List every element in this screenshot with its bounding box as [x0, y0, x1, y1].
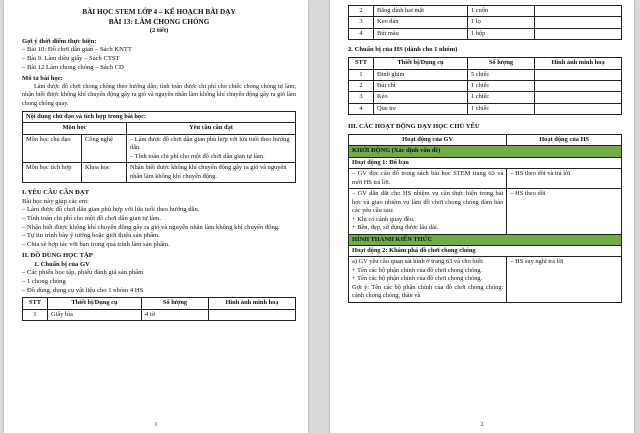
table-cell: 2	[349, 80, 374, 91]
requirement-item: – Chia sẻ hợp tác với bạn trong quá trình làm sản phẩm.	[22, 241, 170, 249]
suggest-item: – Bài 12 Làm chong chóng – Sách CD	[22, 63, 124, 71]
requirement-line: – Làm được đồ chơi dân gian phù hợp với lứa tuổi theo hướng dẫn.	[130, 135, 290, 152]
supply-item: – 1 chong chóng	[22, 277, 66, 285]
gv-activity: – GV đọc câu đố trong sách bài học STEM trang 63 và mời HS trả lời.	[349, 169, 507, 189]
table-row	[23, 134, 296, 162]
table-row	[349, 28, 622, 39]
table-row	[349, 257, 622, 302]
table-cell: Môn học tích hợp	[23, 163, 82, 183]
gv-tools-table-continued	[348, 5, 622, 40]
table-cell	[209, 309, 296, 320]
table-header: STT	[349, 58, 374, 69]
table-cell	[127, 134, 296, 162]
table-header: Môn học	[23, 123, 127, 134]
page-number: 2	[480, 422, 484, 429]
activity-title: Hoạt động 1: Đố bạn	[349, 157, 622, 168]
table-header: Thiết bị/Dụng cụ	[374, 58, 468, 69]
table-cell: 1	[349, 69, 374, 80]
table-cell: 2	[349, 6, 374, 17]
phase-band: HÌNH THÀNH KIẾN THỨC	[349, 234, 622, 245]
table-cell: Băng dính hai mặt	[374, 6, 468, 17]
table-header: Hình ảnh minh hoạ	[209, 298, 296, 309]
table-cell: 1 chiếc	[468, 80, 535, 91]
gv-activity-line: Gợi ý: Tên các bộ phận chính của đồ chơi chong chóng: cánh chong chóng, thân và	[352, 283, 504, 300]
supply-item: – Các phiếu học tập, phiếu đánh giá sản phẩm	[22, 269, 144, 277]
page-number: 1	[154, 422, 158, 429]
hs-activity: – HS theo dõi	[507, 189, 622, 234]
subsection-heading: 1. Chuẩn bị của GV	[34, 260, 90, 268]
table-cell	[535, 28, 622, 39]
description-heading: Mô tả bài học:	[22, 74, 63, 82]
requirement-item: – Tính toán chi phí cho một đồ chơi dân gian tự làm.	[22, 215, 161, 223]
table-row	[349, 92, 622, 103]
table-header: Hoạt động của GV	[349, 135, 507, 146]
table-row	[349, 69, 622, 80]
table-cell: Nhận biết được không khí chuyển động gây ra gió và nguyên nhân làm không khí chuyển động.	[127, 163, 296, 183]
table-cell	[535, 17, 622, 28]
section-heading: I. YÊU CẦU CẦN ĐẠT	[22, 188, 89, 196]
section-heading: II. ĐỒ DÙNG HỌC TẬP	[22, 251, 93, 259]
table-row	[349, 6, 622, 17]
lesson-duration: (2 tiết)	[149, 27, 169, 34]
table-cell: Giấy bìa	[48, 309, 142, 320]
table-cell	[535, 92, 622, 103]
requirement-item: – Làm được đồ chơi dân gian phù hợp với lứa tuổi theo hướng dẫn.	[22, 206, 200, 214]
hs-tools-table	[348, 57, 622, 115]
table-cell: Đinh ghim	[374, 69, 468, 80]
table-cell: Bút màu	[374, 28, 468, 39]
section-heading: III. CÁC HOẠT ĐỘNG DẠY HỌC CHỦ YẾU	[348, 123, 480, 131]
lesson-title: BÀI 13: LÀM CHONG CHÓNG	[108, 17, 210, 26]
subsection-heading: 2. Chuẩn bị của HS (dành cho 1 nhóm)	[348, 46, 458, 54]
table-cell: 1 cuộn	[468, 6, 535, 17]
table-cell	[535, 69, 622, 80]
content-table-caption: Nội dung chủ đạo và tích hợp trong bài học:	[23, 111, 296, 122]
hs-activity: – HS suy nghĩ trả lời	[507, 257, 622, 302]
table-cell: 5 chiếc	[468, 69, 535, 80]
gv-activity-line: a) GV yêu cầu quan sát hình ở trang 63 và cho biết:	[352, 258, 484, 266]
requirement-item: – Tự tin trình bày ý tưởng hoặc giới thiệu sản phẩm.	[22, 232, 160, 240]
table-row	[349, 103, 622, 114]
activities-table	[348, 134, 622, 303]
gv-activity-line: + Bền, đẹp, sử dụng được lâu dài.	[352, 224, 439, 232]
table-cell: 1 lọ	[468, 17, 535, 28]
table-header: Số lượng	[142, 298, 209, 309]
gv-activity	[349, 189, 507, 234]
requirement-item: – Nhận biết được không khí chuyển động gây ra gió và nguyên nhân làm không khí chuyển động.	[22, 223, 280, 231]
table-cell: 4	[349, 28, 374, 39]
table-cell	[535, 6, 622, 17]
table-cell: Keo dán	[374, 17, 468, 28]
table-cell: Que tre	[374, 103, 468, 114]
table-header: Hình ảnh minh hoạ	[535, 58, 622, 69]
gv-activity-line: + Tên các bộ phận chính của đồ chơi chong chóng.	[352, 275, 483, 283]
table-cell: Khoa học	[82, 163, 127, 183]
supply-item: – Đồ dùng, dụng cụ vật liệu cho 1 nhóm 4 HS	[22, 286, 144, 294]
document-page-2	[330, 0, 634, 433]
phase-band: KHỞI ĐỘNG (Xác định vấn đề)	[349, 146, 622, 157]
table-cell: Kéo	[374, 92, 468, 103]
gv-activity	[349, 257, 507, 302]
gv-activity-line: + Tên các bộ phận chính của đồ chơi chong chóng.	[352, 266, 483, 274]
table-header: Yêu cầu cần đạt	[127, 123, 296, 134]
table-cell	[535, 103, 622, 114]
hs-activity: – HS theo dõi và trả lời	[507, 169, 622, 189]
table-cell	[535, 80, 622, 91]
gv-activity-line: – GV dẫn dắt cho HS nhiệm vụ cần thực hiện trong bài học và giao nhiệm vụ làm đồ chơi chong chóng đảm bảo các yêu cầu sau:	[352, 190, 504, 215]
document-page-1	[4, 0, 308, 433]
table-row	[349, 17, 622, 28]
table-cell: 1 hộp	[468, 28, 535, 39]
suggest-item: – Bài 9. Làm diều giấy – Sách CTST	[22, 55, 120, 63]
table-cell: 3	[349, 92, 374, 103]
activity-title: Hoạt động 2: Khám phá đồ chơi chong chóng	[349, 246, 622, 257]
requirement-line: – Tính toán chi phí cho một đồ chơi dân gian tự làm.	[130, 152, 265, 160]
content-table	[22, 111, 296, 183]
table-cell: Bút chì	[374, 80, 468, 91]
table-cell: Môn học chủ đạo	[23, 134, 82, 162]
section-intro: Bài học này giúp các em:	[22, 197, 89, 205]
table-cell: 1 chiếc	[468, 92, 535, 103]
table-row	[23, 163, 296, 183]
table-row	[349, 169, 622, 189]
suggest-heading: Gợi ý thời điểm thực hiện:	[22, 37, 97, 45]
table-cell: Công nghệ	[82, 134, 127, 162]
table-row	[23, 309, 296, 320]
description-text: Làm được đồ chơi chong chóng theo hướng dẫn; tính toán được chi phí cho chiếc chong chóng tự làm; nhận biết được không khí chuyển động gây ra gió và nguyên nhân làm không khí chuyển động gây ra gió làm chong chóng quay.	[22, 83, 296, 107]
table-header: Số lượng	[468, 58, 535, 69]
table-header: Hoạt động của HS	[507, 135, 622, 146]
gv-tools-table	[22, 297, 296, 321]
table-cell: 1	[23, 309, 48, 320]
gv-activity-line: + Khi có cánh quay đều.	[352, 215, 415, 223]
table-cell: 4 tờ	[142, 309, 209, 320]
table-row	[349, 80, 622, 91]
lesson-plan-title: BÀI HỌC STEM LỚP 4 – KẾ HOẠCH BÀI DẠY	[82, 8, 236, 16]
table-cell: 1 chiếc	[468, 103, 535, 114]
table-cell: 4	[349, 103, 374, 114]
table-header: Thiết bị/Dụng cụ	[48, 298, 142, 309]
table-row	[349, 189, 622, 234]
suggest-item: – Bài 10: Đồ chơi dân gian – Sách KNTT	[22, 46, 132, 54]
table-header: STT	[23, 298, 48, 309]
table-cell: 3	[349, 17, 374, 28]
